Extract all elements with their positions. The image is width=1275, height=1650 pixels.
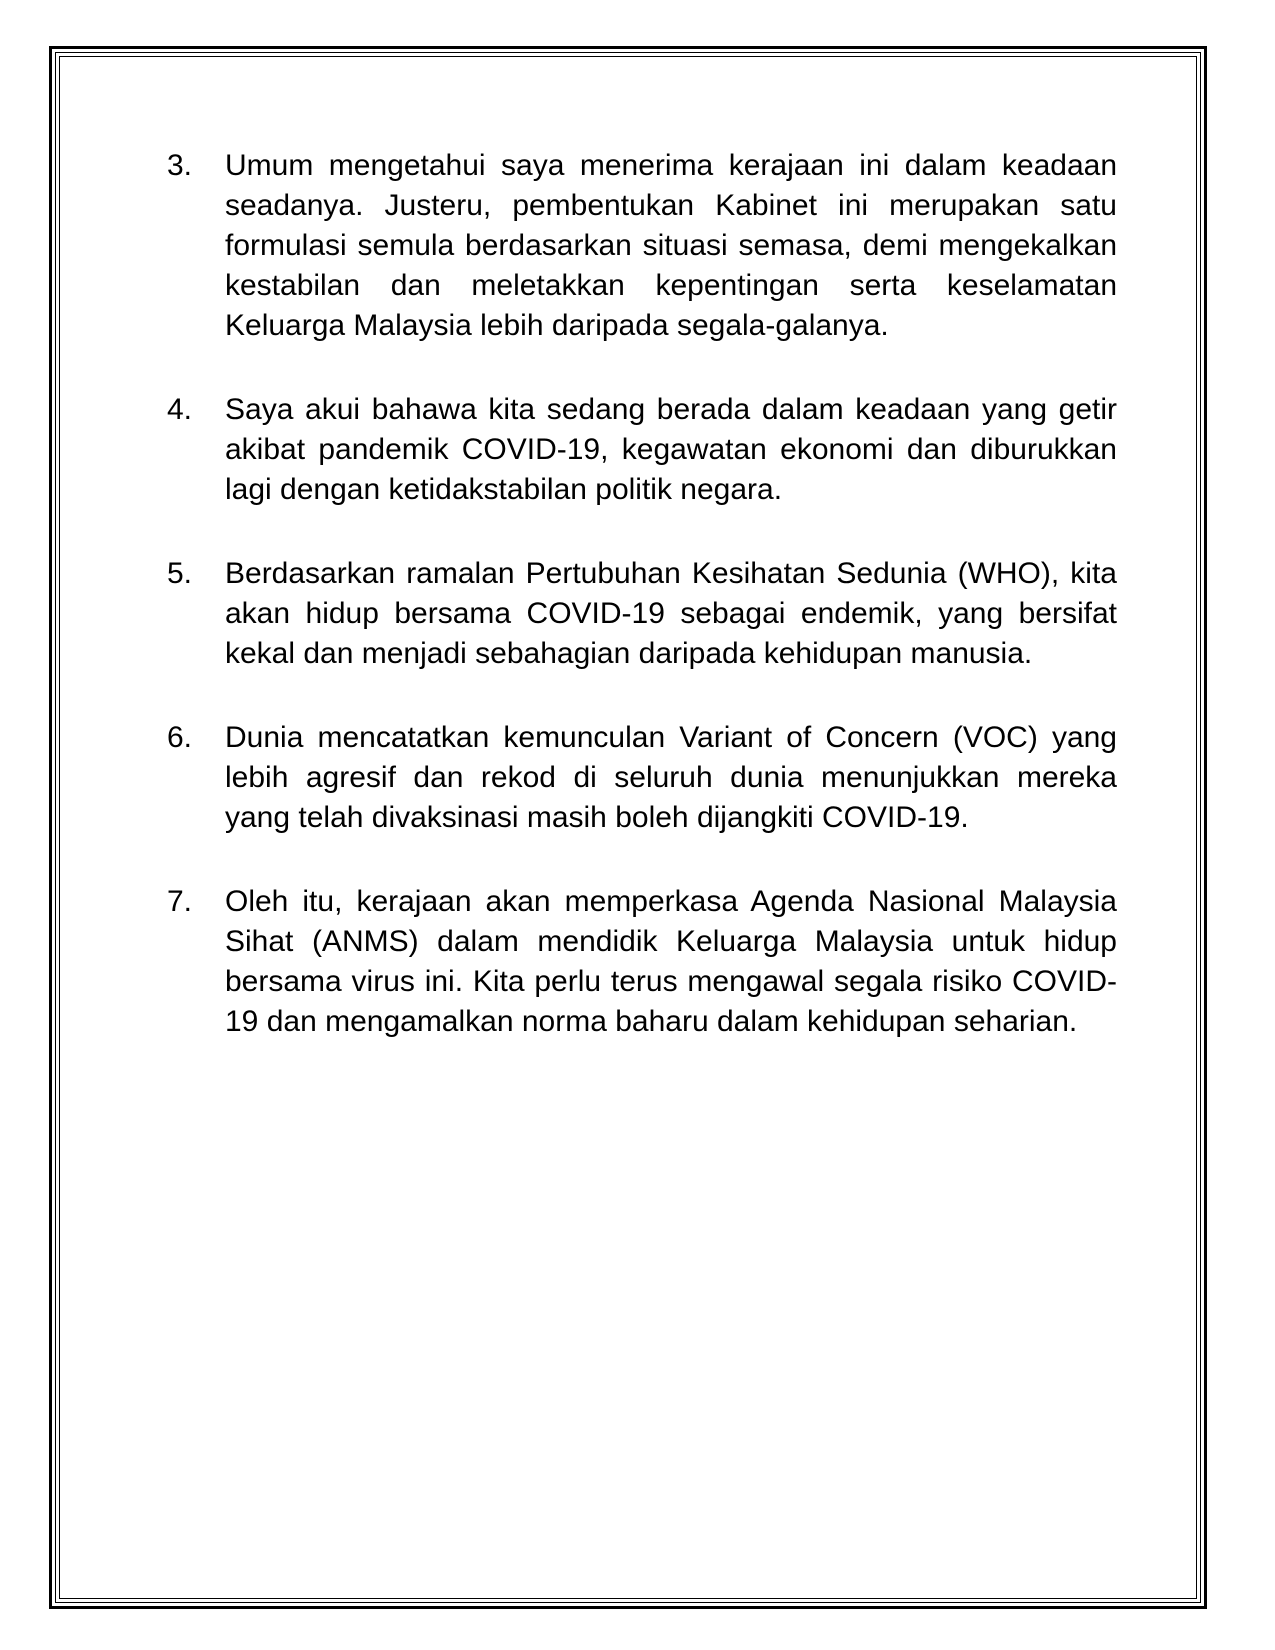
paragraph-number: 4.	[167, 393, 193, 426]
paragraph-3	[167, 146, 1117, 346]
document-body	[167, 146, 1117, 1086]
paragraph-number: 5.	[167, 557, 193, 590]
paragraph-7	[167, 882, 1117, 1042]
paragraph-number: 3.	[167, 149, 193, 182]
paragraph-number: 7.	[167, 885, 193, 918]
paragraph-number: 6.	[167, 721, 193, 754]
paragraph-5	[167, 554, 1117, 674]
paragraph-text: Umum mengetahui saya menerima kerajaan ini dalam keadaan seadanya. Justeru, pembentukan Kabinet ini merupakan satu formulasi semula berdasarkan situasi semasa, demi mengekalkan kestabilan dan meletakkan kepentingan serta keselamatan Keluarga Malaysia lebih daripada segala-galanya.	[225, 149, 1117, 342]
paragraph-text: Berdasarkan ramalan Pertubuhan Kesihatan Sedunia (WHO), kita akan hidup bersama COVID-19 sebagai endemik, yang bersifat kekal dan menjadi sebahagian daripada kehidupan manusia.	[225, 557, 1117, 670]
paragraph-text: Oleh itu, kerajaan akan memperkasa Agenda Nasional Malaysia Sihat (ANMS) dalam mendidik Keluarga Malaysia untuk hidup bersama virus ini. Kita perlu terus mengawal segala risiko COVID-19 dan mengamalkan norma baharu dalam kehidupan seharian.	[225, 885, 1117, 1038]
paragraph-6	[167, 718, 1117, 838]
paragraph-text: Saya akui bahawa kita sedang berada dalam keadaan yang getir akibat pandemik COVID-19, kegawatan ekonomi dan diburukkan lagi dengan ketidakstabilan politik negara.	[225, 393, 1117, 506]
paragraph-4	[167, 390, 1117, 510]
paragraph-text: Dunia mencatatkan kemunculan Variant of Concern (VOC) yang lebih agresif dan rekod di seluruh dunia menunjukkan mereka yang telah divaksinasi masih boleh dijangkiti COVID-19.	[225, 721, 1117, 834]
